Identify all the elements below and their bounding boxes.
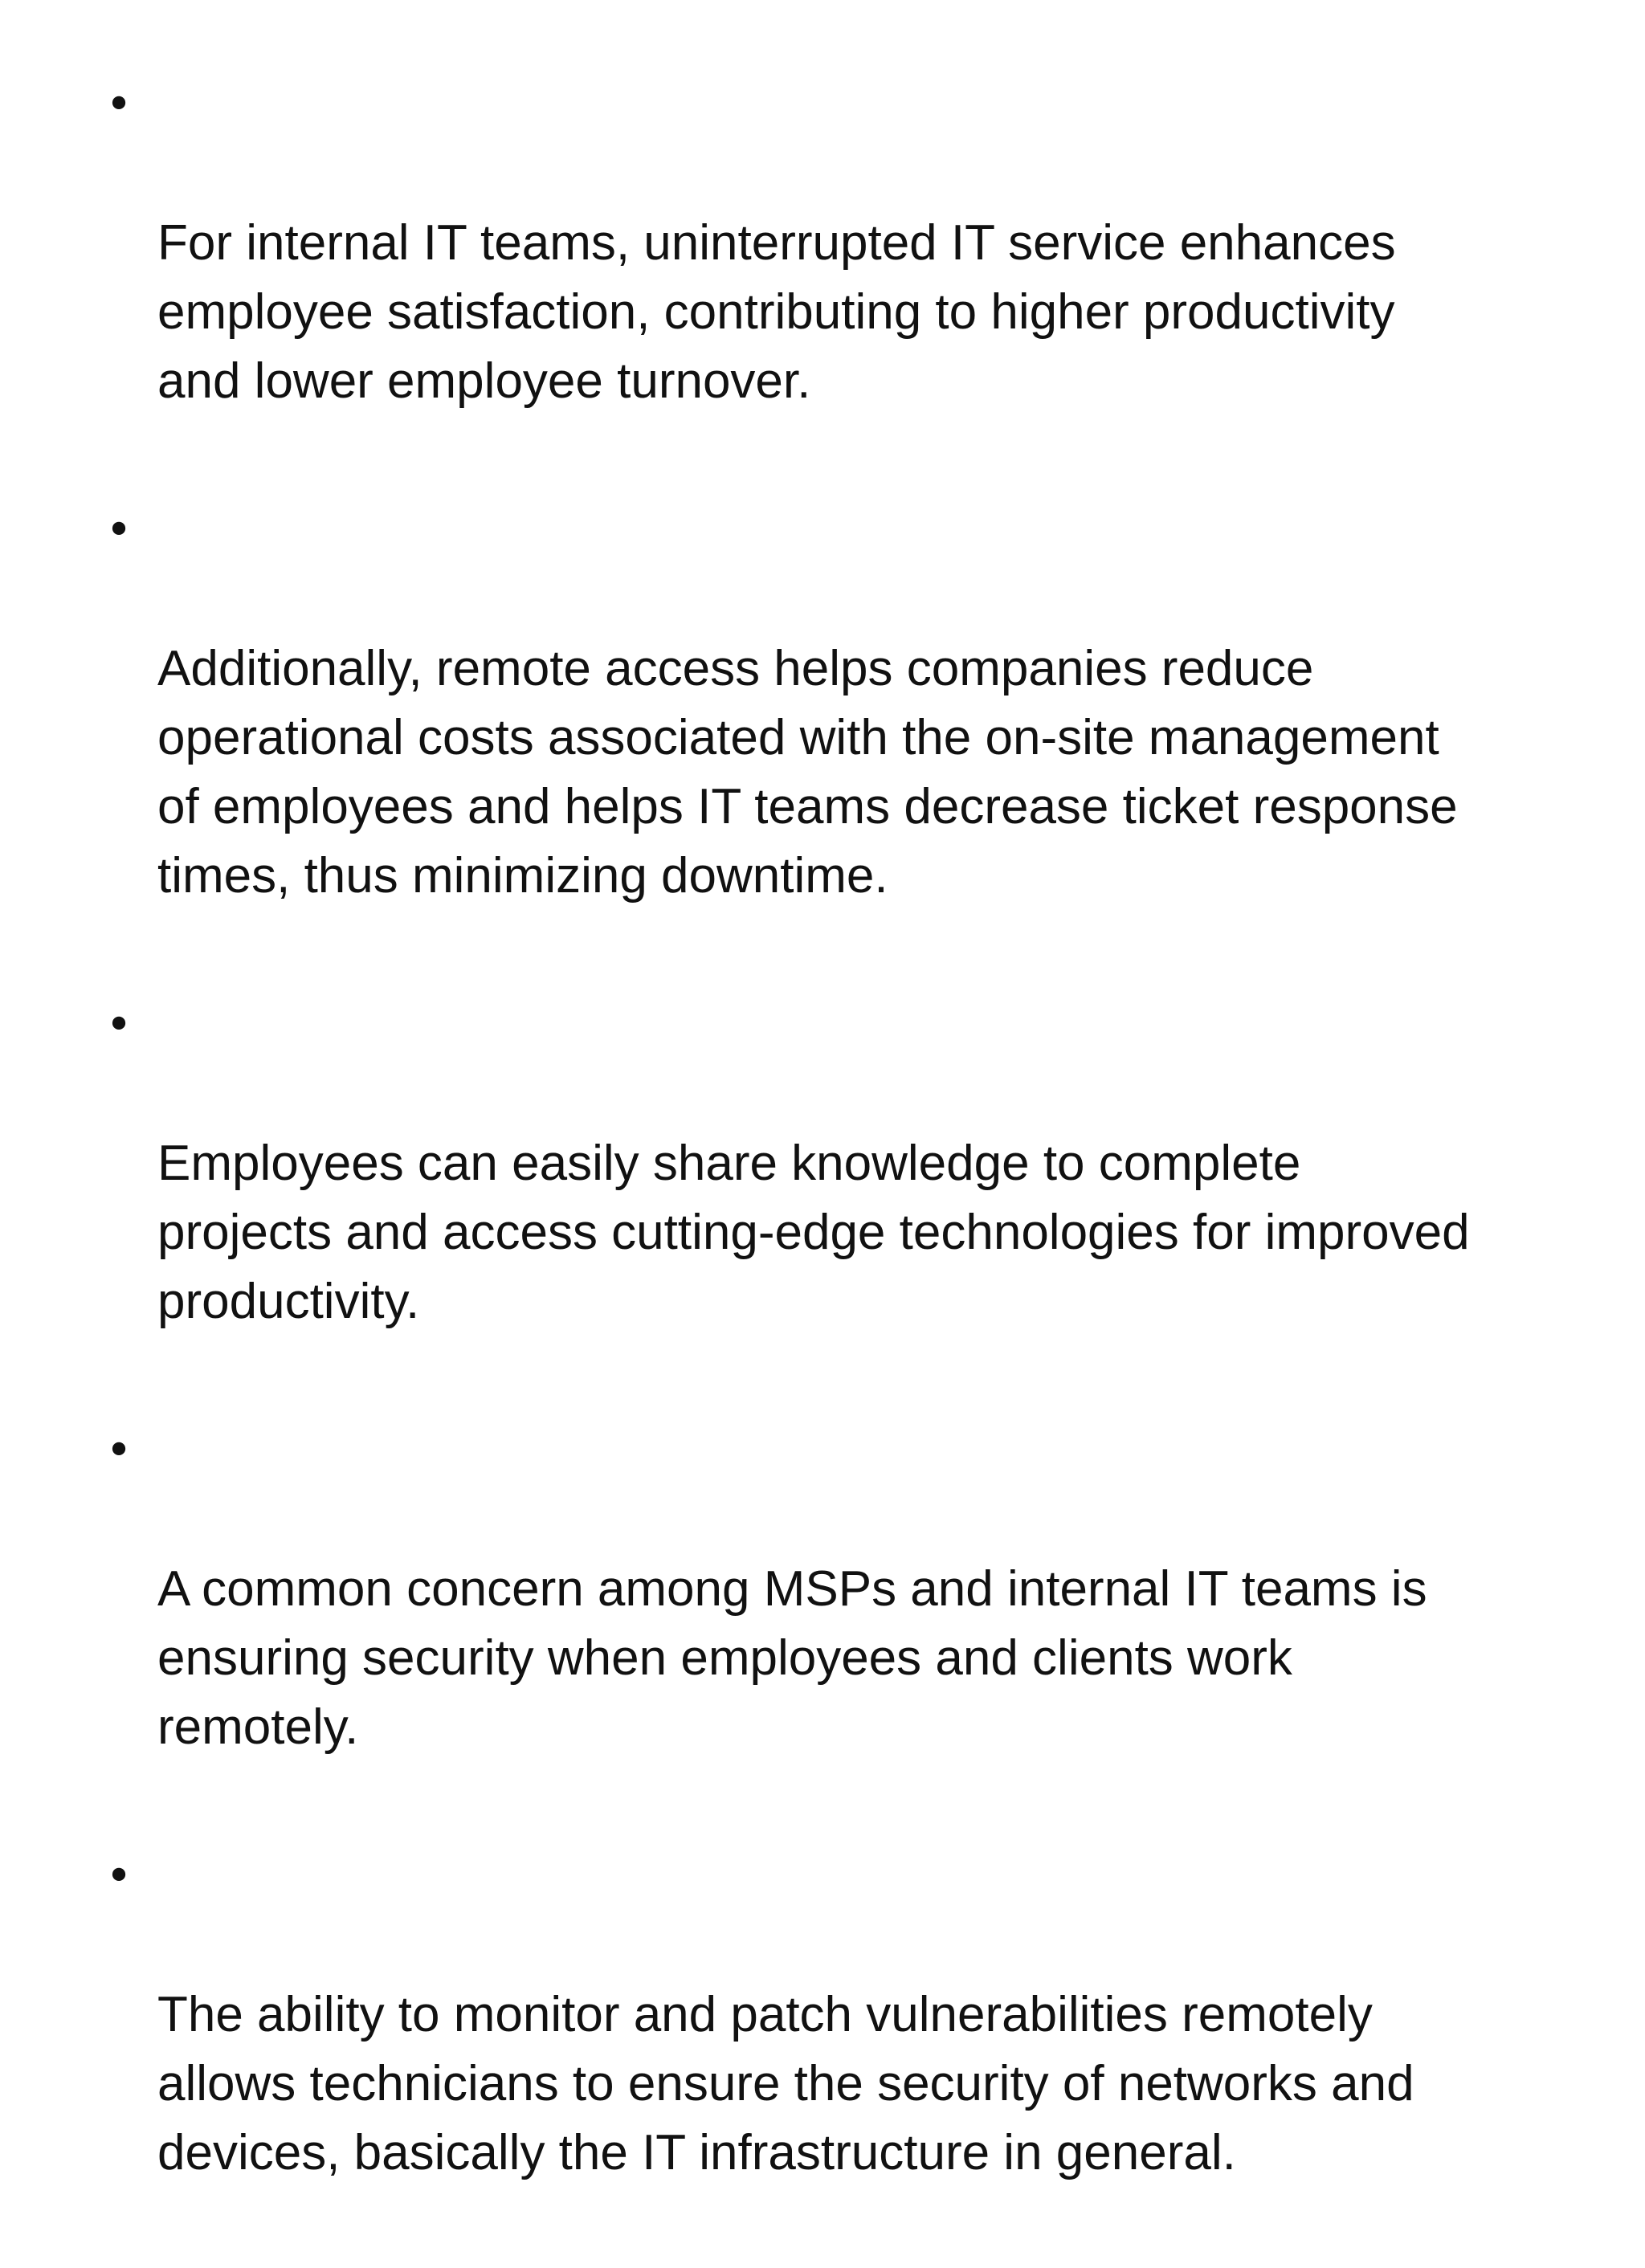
bullet-point-icon: • [105, 504, 133, 557]
bullet-point-icon: • [105, 999, 133, 1051]
bullet-item [96, 496, 1566, 980]
bullet-point-icon: • [105, 79, 133, 131]
bullet-text: Additionally, remote access helps companies reduce operational costs associated with the on-site management of employees and helps IT teams decrease ticket response times, thus minimizing downtime. [157, 641, 1458, 904]
bullet-point-icon: • [105, 1425, 133, 1477]
bullet-text: For internal IT teams, uninterrupted IT service enhances employee satisfaction, contributing to higher productivity and lower employee turnover. [157, 215, 1396, 409]
bullet-text: A common concern among MSPs and internal IT teams is ensuring security when employees and clients work remotely. [157, 1561, 1427, 1755]
bullet-text: The ability to monitor and patch vulnerabilities remotely allows technicians to ensure the security of networks and devices, basically the IT infrastructure in general. [157, 1987, 1414, 2180]
bullet-list [96, 71, 1566, 2268]
bullet-item [96, 1842, 1566, 2257]
bullet-text: Employees can easily share knowledge to complete projects and access cutting-edge technologies for improved productivity. [157, 1136, 1470, 1329]
bullet-item [96, 1417, 1566, 1831]
bullet-item [96, 71, 1566, 485]
bullet-item [96, 991, 1566, 1405]
bullet-point-icon: • [105, 1850, 133, 1903]
